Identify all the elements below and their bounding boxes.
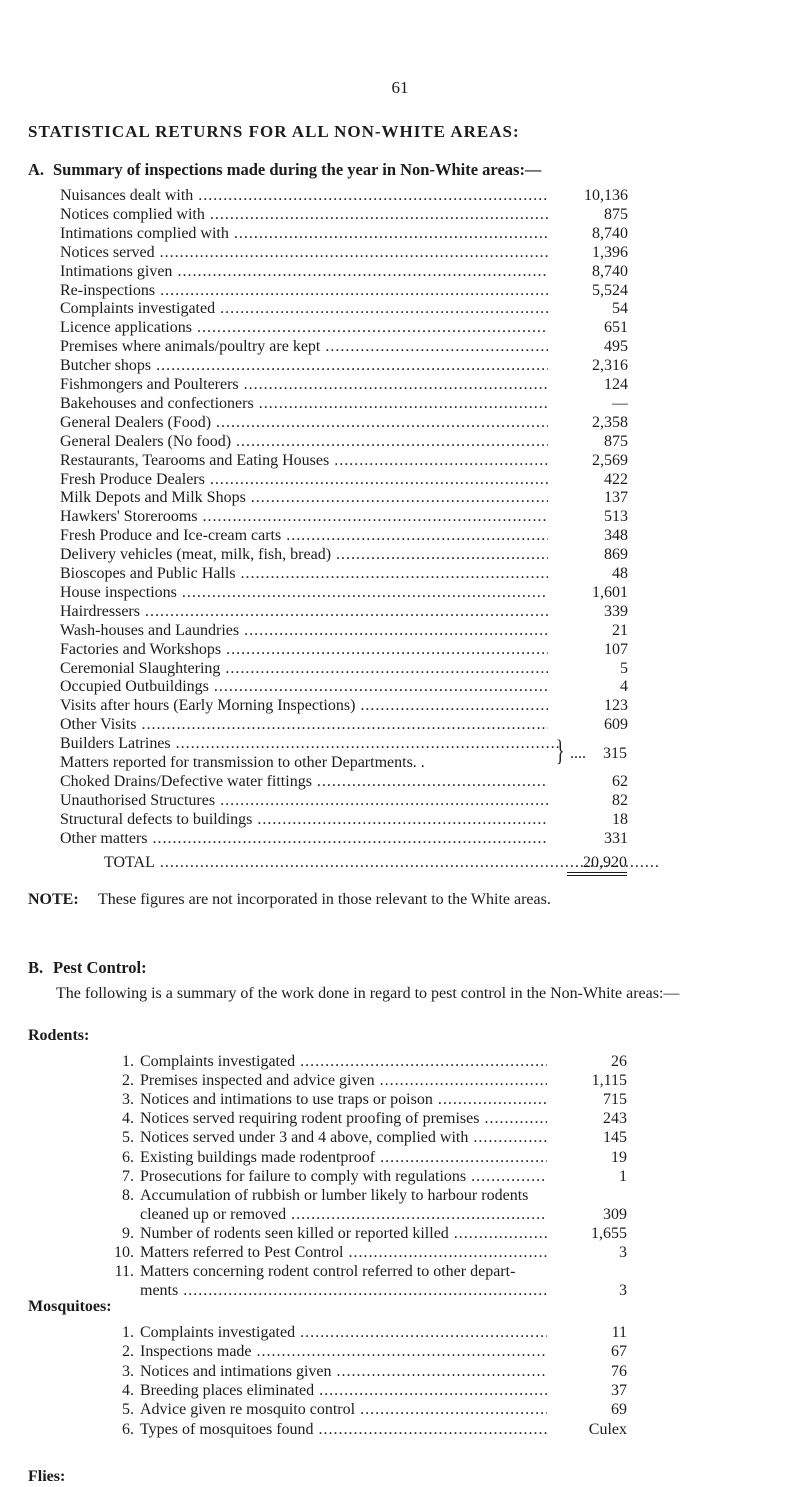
item-value: 10,136 (584, 187, 628, 204)
summary-row (60, 224, 628, 244)
item-label: Notices and intimations given ..... (140, 1362, 547, 1382)
item-label: Inspections made ..... (140, 1342, 547, 1362)
item-value: 8,740 (592, 262, 628, 280)
item-value: 18 (612, 810, 628, 828)
item-label: General Dealers (Food) ..... (60, 413, 548, 433)
item-label: Prosecutions for failure to comply with regulations ..... (140, 1167, 547, 1187)
item-label: Fresh Produce and Ice-cream carts ..... (60, 526, 548, 546)
item-value: 309 (603, 1205, 627, 1223)
item-value: 123 (604, 697, 628, 715)
page-number: 61 (391, 78, 409, 97)
total-value: 20,920 (583, 854, 627, 871)
item-label: Notices served under 3 and 4 above, complied with ..... (140, 1128, 547, 1148)
item-number: 5. (122, 1401, 134, 1419)
item-label: Visits after hours (Early Morning Inspections) ..... (60, 696, 548, 716)
flies-heading: Flies: (28, 1468, 66, 1485)
item-number: 5. (122, 1129, 134, 1147)
item-value: 243 (603, 1110, 627, 1128)
item-number: 9. (122, 1224, 134, 1242)
item-label: Fishmongers and Poulterers ..... (60, 375, 548, 395)
section-a-heading (28, 160, 541, 180)
item-number: 10. (114, 1244, 134, 1261)
item-label: Factories and Workshops ..... (60, 640, 548, 660)
item-value: 37 (611, 1381, 627, 1399)
item-value: Culex (588, 1420, 627, 1438)
item-value: 69 (611, 1401, 627, 1419)
item-label: cleaned up or removed ..... (140, 1205, 547, 1225)
item-number: 6. (122, 1420, 134, 1438)
section-b-heading (28, 958, 147, 978)
rodent-item-11-line1: Matters concerning rodent control referred to other depart- (140, 1263, 516, 1281)
summary-row (60, 545, 628, 565)
summary-row (60, 583, 628, 603)
summary-row (60, 507, 628, 527)
total-double-rule-top (567, 872, 627, 873)
item-label: Other Visits ..... (60, 715, 548, 735)
summary-row (60, 451, 628, 471)
summary-row (60, 205, 628, 225)
item-value: 4 (620, 678, 628, 696)
summary-row (60, 564, 628, 584)
note-label: NOTE: (28, 891, 79, 908)
item-label: Notices served ..... (60, 243, 548, 263)
bracket-value: 315 (603, 745, 627, 763)
item-value: 875 (604, 205, 628, 223)
item-label: Number of rodents seen killed or reported killed ..... (140, 1224, 547, 1244)
rodents-heading: Rodents: (28, 1027, 90, 1044)
item-number: 2. (122, 1343, 134, 1361)
item-label: Hairdressers ..... (60, 602, 548, 622)
item-label: Re-inspections ..... (60, 281, 548, 301)
item-label: Premises where animals/poultry are kept ..... (60, 337, 548, 357)
item-value: 8,740 (592, 224, 628, 242)
rodent-item-11-line2 (112, 1281, 627, 1301)
summary-row (60, 715, 628, 735)
rodent-item (112, 1071, 627, 1091)
item-label: Complaints investigated ..... (140, 1052, 547, 1072)
item-label: Complaints investigated ..... (60, 299, 548, 319)
item-label: Intimations complied with ..... (60, 224, 548, 244)
summary-row (60, 375, 628, 395)
summary-row (60, 356, 628, 376)
summary-row (60, 299, 628, 319)
item-number: 1. (122, 1324, 134, 1341)
total-label-text: TOTAL ..... (104, 854, 660, 871)
summary-row (60, 432, 628, 452)
item-value: — (612, 394, 628, 412)
summary-row (60, 640, 628, 660)
item-label: Notices and intimations to use traps or poison ..... (140, 1090, 547, 1110)
item-value: 331 (604, 829, 628, 847)
mosquito-item (112, 1400, 627, 1420)
item-label: Premises inspected and advice given ..... (140, 1071, 547, 1091)
summary-row (60, 602, 628, 622)
section-b-label: B. (28, 958, 44, 977)
summary-row-builders-latrines (60, 734, 560, 754)
summary-row (60, 621, 628, 641)
rodent-item (112, 1128, 627, 1148)
item-label: Fresh Produce Dealers ..... (60, 470, 548, 490)
item-value: 82 (612, 791, 628, 809)
item-value: 339 (604, 602, 628, 620)
summary-row (60, 810, 628, 830)
section-a-title: Summary of inspections made during the year in Non-White areas:— (53, 160, 542, 179)
item-value: 21 (612, 621, 628, 639)
item-label: General Dealers (No food) ..... (60, 432, 548, 452)
section-b-intro: The following is a summary of the work done in regard to pest control in the Non-White areas:— (56, 985, 680, 1002)
item-value: 1,655 (591, 1224, 627, 1242)
rodent-item (112, 1109, 627, 1129)
item-label: Notices served requiring rodent proofing of premises ..... (140, 1109, 547, 1129)
summary-row (60, 696, 628, 716)
item-label: Breeding places eliminated ..... (140, 1381, 547, 1401)
item-label: Unauthorised Structures ..... (60, 791, 548, 811)
item-value: 19 (611, 1148, 627, 1166)
item-value: 609 (604, 716, 628, 734)
item-label: Structural defects to buildings ..... (60, 810, 548, 830)
item-value: 26 (611, 1053, 627, 1070)
total-double-rule-bottom (567, 875, 627, 876)
item-value: 495 (604, 338, 628, 356)
leader-dots: .... (570, 745, 586, 763)
item-label: Notices complied with ..... (60, 205, 548, 225)
item-value: 2,316 (592, 357, 628, 375)
item-label: Builders Latrines ..... (60, 734, 560, 754)
rodent-item (112, 1243, 627, 1263)
item-label: Restaurants, Tearooms and Eating Houses ..... (60, 451, 548, 471)
item-value: 48 (612, 565, 628, 582)
item-value: 137 (604, 489, 628, 507)
item-label: Nuisances dealt with ..... (60, 186, 548, 206)
summary-row (60, 526, 628, 546)
item-label: Complaints investigated ..... (140, 1323, 547, 1343)
summary-row (60, 394, 628, 414)
item-value: 715 (603, 1091, 627, 1109)
summary-row (60, 413, 628, 433)
item-label: Wash-houses and Laundries ..... (60, 621, 548, 641)
item-value: 1,396 (592, 243, 628, 261)
mosquito-item (112, 1342, 627, 1362)
note-text: These figures are not incorporated in those relevant to the White areas. (98, 891, 551, 908)
item-label: Milk Depots and Milk Shops ..... (60, 488, 548, 508)
rodent-item (112, 1052, 627, 1072)
item-label: ments ..... (140, 1281, 547, 1301)
summary-row (60, 829, 628, 849)
summary-row (60, 243, 628, 263)
item-label: House inspections ..... (60, 583, 548, 603)
item-label: Bioscopes and Public Halls ..... (60, 564, 548, 584)
summary-row (60, 281, 628, 301)
item-value: 869 (604, 546, 628, 564)
summary-row (60, 337, 628, 357)
item-label: Delivery vehicles (meat, milk, fish, bread) ..... (60, 545, 548, 565)
item-number: 1. (122, 1053, 134, 1070)
item-number: 8. (122, 1186, 134, 1204)
item-label: Occupied Outbuildings ..... (60, 677, 548, 697)
item-value: 62 (612, 772, 628, 790)
item-label: Licence applications ..... (60, 318, 548, 338)
mosquito-item (112, 1323, 627, 1343)
item-number: 7. (122, 1167, 134, 1185)
item-value: 67 (611, 1343, 627, 1361)
item-value: 107 (604, 640, 628, 658)
item-value: 76 (611, 1362, 627, 1380)
item-number: 3. (122, 1362, 134, 1380)
rodent-item (112, 1167, 627, 1187)
mosquitoes-heading: Mosquitoes: (28, 1298, 112, 1315)
rodent-item-8-line2 (112, 1205, 627, 1225)
item-number: 4. (122, 1381, 134, 1399)
item-value: 2,569 (592, 451, 628, 469)
item-number: 3. (122, 1091, 134, 1109)
item-label: Bakehouses and confectioners ..... (60, 394, 548, 414)
item-value: 54 (612, 300, 628, 318)
item-value: 422 (604, 470, 628, 488)
section-a-label: A. (28, 160, 45, 179)
item-label: Ceremonial Slaughtering ..... (60, 659, 548, 679)
item-label: Types of mosquitoes found ..... (140, 1420, 547, 1440)
item-value: 11 (611, 1324, 627, 1341)
summary-row (60, 677, 628, 697)
item-value: 875 (604, 432, 628, 450)
summary-row (60, 262, 628, 282)
summary-row (60, 488, 628, 508)
rodent-item (112, 1224, 627, 1244)
rodent-item-8-line1: Accumulation of rubbish or lumber likely to harbour rodents (140, 1186, 529, 1204)
item-label: Other matters ..... (60, 829, 548, 849)
item-label: Choked Drains/Defective water fittings ..... (60, 772, 548, 792)
summary-row (60, 772, 628, 792)
item-value: 5,524 (592, 281, 628, 299)
summary-row (60, 186, 628, 206)
summary-row (60, 791, 628, 811)
item-label: Hawkers' Storerooms ..... (60, 507, 548, 527)
item-number: 11. (114, 1263, 134, 1281)
mosquito-item (112, 1362, 627, 1382)
item-label: Advice given re mosquito control ..... (140, 1400, 547, 1420)
item-value: 348 (604, 527, 628, 545)
item-value: 1,601 (592, 583, 628, 601)
item-value: 124 (604, 376, 628, 393)
item-value: 3 (619, 1282, 627, 1300)
document-title: STATISTICAL RETURNS FOR ALL NON-WHITE AREAS: (28, 122, 520, 141)
mosquito-item (112, 1420, 627, 1440)
item-value: 2,358 (592, 413, 628, 431)
item-number: 2. (122, 1072, 134, 1090)
item-label: Existing buildings made rodentproof ..... (140, 1148, 547, 1168)
item-value: 1,115 (591, 1072, 627, 1090)
summary-row-matters-reported: Matters reported for transmission to other Departments. . (60, 754, 425, 771)
item-value: 145 (603, 1129, 627, 1147)
item-value: 5 (620, 659, 628, 677)
item-number: 4. (122, 1110, 134, 1128)
item-label: Intimations given ..... (60, 262, 548, 282)
item-number: 6. (122, 1148, 134, 1166)
item-value: 1 (619, 1167, 627, 1185)
summary-row (60, 470, 628, 490)
section-b-title: Pest Control: (53, 958, 147, 977)
item-value: 3 (619, 1244, 627, 1261)
summary-row (60, 659, 628, 679)
item-value: 513 (604, 508, 628, 526)
mosquito-item (112, 1381, 627, 1401)
item-label: Butcher shops ..... (60, 356, 548, 376)
item-value: 651 (604, 319, 628, 337)
bracket-icon: } (555, 734, 565, 768)
summary-row (60, 318, 628, 338)
item-label: Matters referred to Pest Control ..... (140, 1243, 547, 1263)
rodent-item (112, 1148, 627, 1168)
rodent-item (112, 1090, 627, 1110)
note (28, 890, 551, 910)
